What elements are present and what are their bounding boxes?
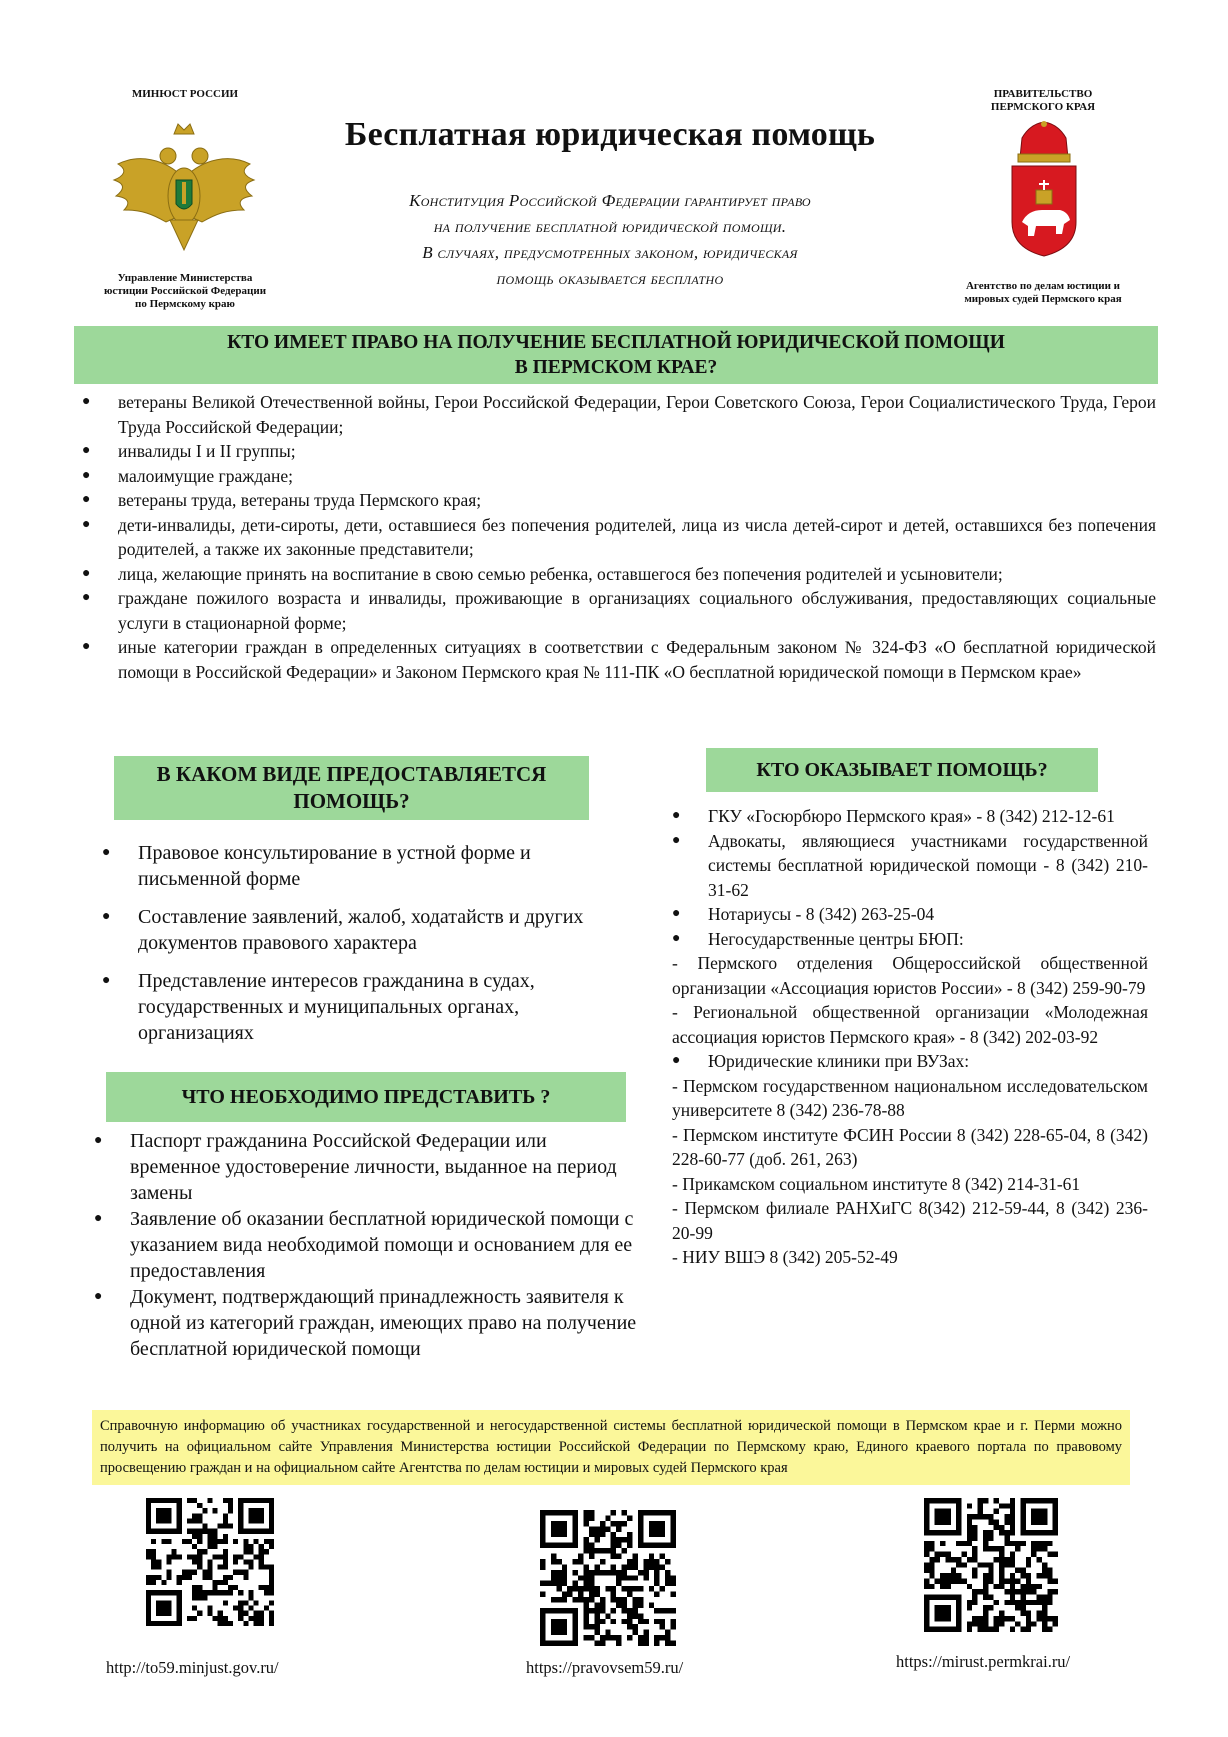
list-item: ● Заявление об оказании бесплатной юридической помощи с указанием вида необходимой помощи и основанием для ее предоставления [94,1208,634,1282]
list-item: ● Нотариусы - 8 (342) 263-25-04 [672,904,935,924]
list-item: ● Юридические клиники при ВУЗах: [672,1051,970,1071]
mirust-site-link[interactable]: https://mirust.permkrai.ru/ [896,1652,1071,1671]
reference-info-bar: Справочную информацию об участниках государственной и негосударственной системы бесплатной юридической помощи в Пермском крае и г. Перми можно получить на официальном сайте Управления Министерства юстиции Российской Федерации по Пермскому краю, Единого краевого портала по правовому просвещению граждан и на официальном сайте Агентства по делам юстиции и мировых судей Пермского края [92,1410,1130,1485]
providers-block [672,804,1148,1270]
list-item: ● Правовое консультирование в устной форме и письменной форме [102,842,531,890]
qr-code-icon [146,1498,274,1631]
help-form-heading: В КАКОМ ВИДЕ ПРЕДОСТАВЛЯЕТСЯ ПОМОЩЬ? [114,756,589,820]
list-item: ● Документ, подтверждающий принадлежность заявителя к одной из категорий граждан, имеющих право на получение бесплатной юридической помощи [94,1286,637,1360]
perm-justice-agency-label: Агентство по делам юстиции и мировых судей Пермского края [964,280,1122,305]
providers-heading: КТО ОКАЗЫВАЕТ ПОМОЩЬ? [706,748,1098,792]
page-title: Бесплатная юридическая помощь [344,116,876,153]
list-item: ● граждане пожилого возраста и инвалиды, проживающие в организациях социального обслуживания, предоставляющих социальные услуги в стационарной форме; [82,588,1156,633]
required-documents-list [94,1128,640,1362]
clinic-line: - Пермском филиале РАНХиГС 8(342) 212-59-44, 8 (342) 236-20-99 [672,1198,1148,1243]
help-form-list [102,840,588,1046]
clinic-line: - Прикамском социальном институте 8 (342) 214-31-61 [672,1173,1081,1194]
list-item: ● Паспорт гражданина Российской Федерации или временное удостоверение личности, выданное на период замены [94,1130,617,1204]
list-item: ● Негосударственные центры БЮП: [672,928,964,949]
list-item: ● лица, желающие принять на воспитание в свою семью ребенка, оставшегося без попечения родителей и усыновители; [82,563,1003,584]
qr-code-icon [540,1510,676,1651]
clinic-line: - Пермском институте ФСИН России 8 (342) 228-65-04, 8 (342) 228-60-77 (доб. 261, 263) [672,1124,1148,1169]
ngo-line: - Пермского отделения Общероссийской общественной организации «Ассоциация юристов России» - 8 (342) 259-90-79 [672,953,1148,998]
clinic-line: - НИУ ВШЭ 8 (342) 205-52-49 [672,1247,898,1267]
list-item: ● малоимущие граждане; [82,465,293,486]
required-documents-heading: ЧТО НЕОБХОДИМО ПРЕДСТАВИТЬ ? [106,1072,626,1122]
minjust-department-label: Управление Министерства юстиции Российской Федерации по Пермскому краю [103,272,267,310]
list-item: ● инвалиды I и II группы; [82,441,296,461]
list-item: ● Составление заявлений, жалоб, ходатайств и других документов правового характера [102,906,584,954]
list-item: ● ветераны Великой Отечественной войны, Герои Российской Федерации, Герои Советского Союза, Герои Социалистического Труда, Герои Труда Российской Федерации; [82,392,1156,437]
list-item: ● Адвокаты, являющиеся участниками государственной системы бесплатной юридической помощи - 8 (342) 210-31-62 [672,830,1148,900]
perm-government-label: ПРАВИТЕЛЬСТВО ПЕРМСКОГО КРАЯ [990,88,1096,113]
minjust-label: МИНЮСТ РОССИИ [131,88,239,100]
minjust-emblem [108,118,260,258]
constitution-subtitle: Конституция Российской Федерации гарантирует право на получение бесплатной юридической помощи. В случаях, предусмотренных законом, юридическая помощь оказывается бесплатно [409,191,811,288]
minjust-site-link[interactable]: http://to59.minjust.gov.ru/ [106,1658,279,1677]
clinic-line: - Пермском государственном национальном исследовательском университете 8 (342) 236-78-88 [672,1075,1148,1120]
qr-code-icon [924,1498,1058,1637]
eligible-categories-list [82,390,1156,684]
ngo-line: - Региональной общественной организации «Молодежная ассоциация юристов Пермского края» - 8 (342) 202-03-92 [672,1002,1148,1047]
who-eligible-heading: КТО ИМЕЕТ ПРАВО НА ПОЛУЧЕНИЕ БЕСПЛАТНОЙ ЮРИДИЧЕСКОЙ ПОМОЩИ В ПЕРМСКОМ КРАЕ? [74,326,1158,384]
list-item: ● иные категории граждан в определенных ситуациях в соответствии с Федеральным законом № 324-ФЗ «О бесплатной юридической помощи в Российской Федерации» и Законом Пермского края № 111-ПК «О бесплатной юридической помощи в Пермском крае» [82,637,1156,682]
list-item: ● ГКУ «Госюрбюро Пермского края» - 8 (342) 212-12-61 [672,806,1115,826]
list-item: ● ветераны труда, ветераны труда Пермского края; [82,490,482,510]
list-item: ● Представление интересов гражданина в судах, государственных и муниципальных органах, организациях [102,970,535,1044]
perm-coat-of-arms-icon [1008,118,1080,258]
list-item: ● дети-инвалиды, дети-сироты, дети, оставшиеся без попечения родителей, лица из числа детей-сирот и детей, оставшихся без попечения родителей, а также их законные представители; [82,514,1156,559]
pravovsem-site-link[interactable]: https://pravovsem59.ru/ [526,1658,684,1677]
